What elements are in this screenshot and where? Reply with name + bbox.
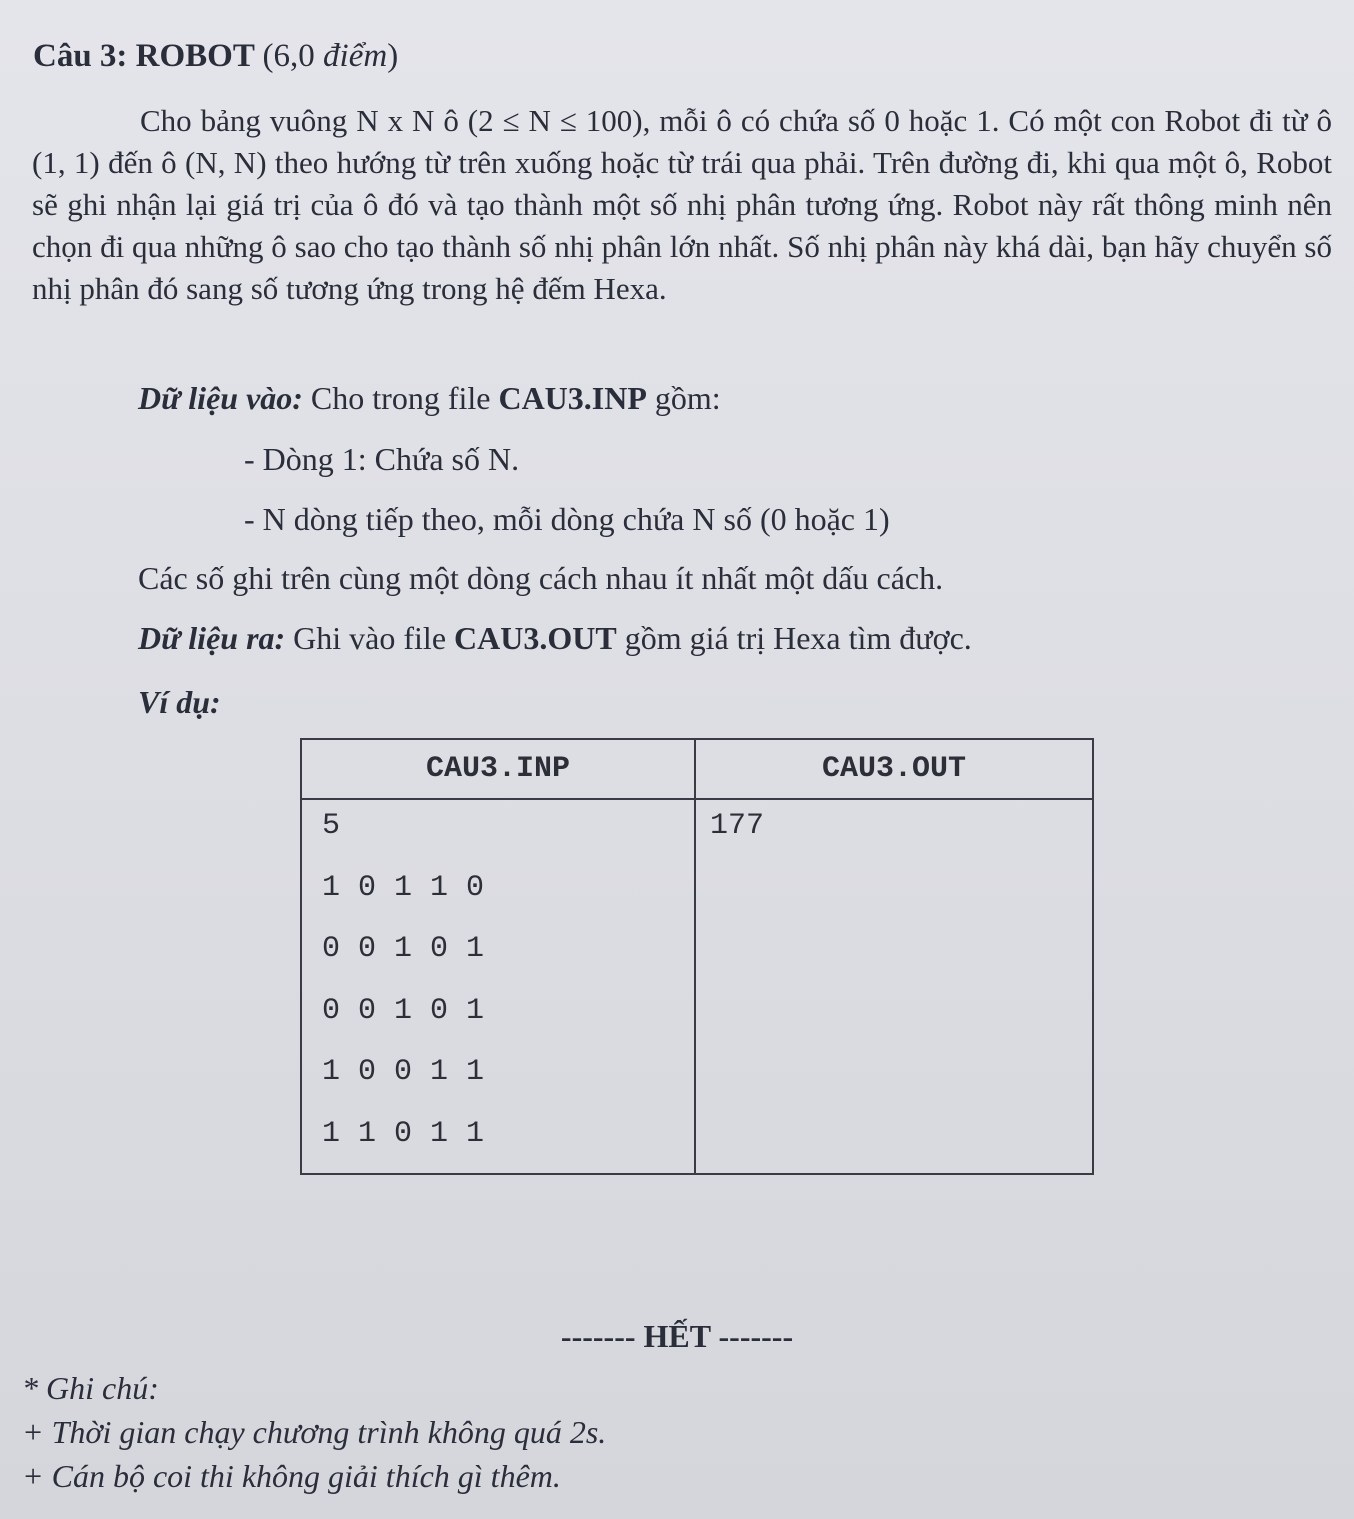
output-file-header: CAU3.OUT (695, 739, 1093, 799)
end-marker: ------- HẾT ------- (560, 1318, 794, 1354)
input-file-name: CAU3.INP (498, 380, 647, 416)
input-line: 5 (322, 809, 341, 843)
question-points: (6,0 điểm) (262, 38, 399, 74)
input-description: Dữ liệu vào: Cho trong file CAU3.INP gồm: (138, 380, 721, 416)
input-line: 1 0 0 1 1 (322, 1055, 485, 1089)
example-table-body-row (301, 799, 1093, 1174)
example-output-cell (695, 799, 1093, 1174)
example-input-cell (301, 799, 695, 1174)
input-line2-description: - N dòng tiếp theo, mỗi dòng chứa N số (0 hoặc 1) (244, 501, 890, 537)
question-title (33, 38, 398, 75)
output-description: Dữ liệu ra: Ghi vào file CAU3.OUT gồm giá trị Hexa tìm được. (138, 620, 972, 656)
note-item: + Thời gian chạy chương trình không quá 2s. (22, 1414, 607, 1450)
input-label: Dữ liệu vào: (138, 380, 303, 416)
input-line: 1 1 0 1 1 (322, 1116, 485, 1151)
output-file-name: CAU3.OUT (454, 620, 617, 656)
notes-title: * Ghi chú: (22, 1370, 159, 1406)
input-file-header: CAU3.INP (301, 739, 695, 799)
input-line: 0 0 1 0 1 (322, 993, 485, 1028)
output-label: Dữ liệu ra: (138, 620, 286, 656)
separator-note: Các số ghi trên cùng một dòng cách nhau ít nhất một dấu cách. (138, 560, 944, 596)
example-table-header-row (301, 739, 1093, 799)
example-table (300, 738, 1094, 1175)
input-line1-description: - Dòng 1: Chứa số N. (244, 441, 520, 477)
input-line: 1 0 1 1 0 (322, 870, 485, 905)
question-label: Câu 3: ROBOT (33, 38, 255, 74)
example-label: Ví dụ: (138, 684, 221, 720)
note-item: + Cán bộ coi thi không giải thích gì thêm. (22, 1458, 561, 1494)
output-line: 177 (710, 809, 765, 843)
input-line: 0 0 1 0 1 (322, 932, 485, 966)
problem-statement: Cho bảng vuông N x N ô (2 ≤ N ≤ 100), mỗi ô có chứa số 0 hoặc 1. Có một con Robot đi từ ô (1, 1) đến ô (N, N) theo hướng từ trên xuống hoặc từ trái qua phải. Trên đường đi, khi qua một ô, Robot sẽ ghi nhận lại giá trị của ô đó và tạo thành một số nhị phân tương ứng. Robot này rất thông minh nên chọn đi qua những ô sao cho tạo thành số nhị phân lớn nhất. Số nhị phân này khá dài, bạn hãy chuyển số nhị phân đó sang số tương ứng trong hệ đếm Hexa. (32, 103, 1332, 306)
